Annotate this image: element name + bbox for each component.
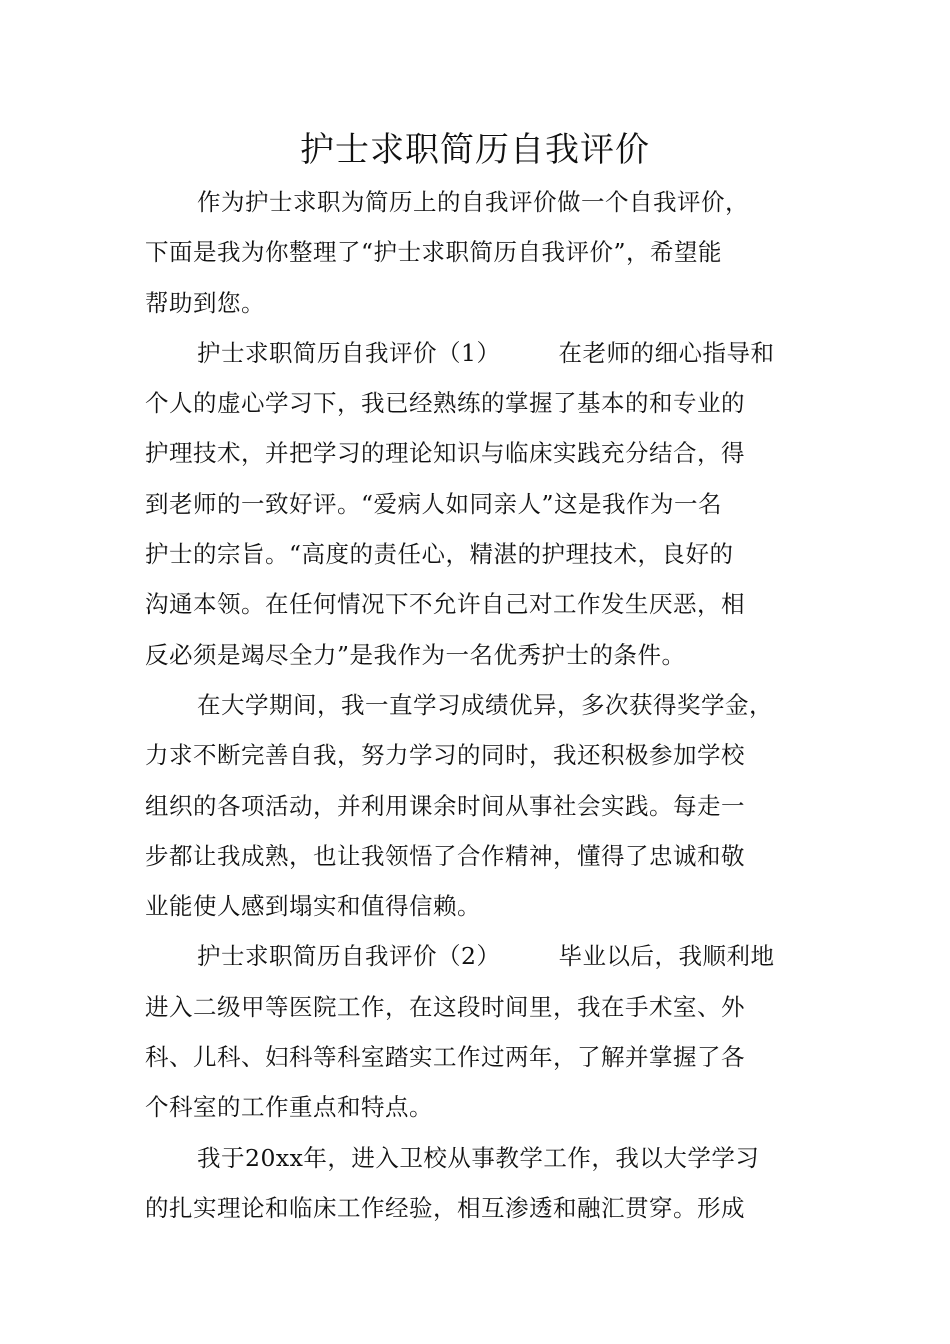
text-line-content: 在老师的细心指导和 <box>558 338 775 367</box>
text-line <box>145 579 817 629</box>
text-line-content: 个科室的工作重点和特点。 <box>145 1093 433 1122</box>
text-line-content: 业能使人感到塌实和值得信赖。 <box>145 892 481 921</box>
text-line-content: 反必须是竭尽全力”是我作为一名优秀护士的条件。 <box>145 640 686 669</box>
text-line <box>145 1183 817 1233</box>
text-line-content: 护士的宗旨。“高度的责任心，精湛的护理技术，良好的 <box>145 540 734 569</box>
text-line <box>145 227 817 277</box>
text-line <box>145 831 817 881</box>
text-line-content: 护理技术，并把学习的理论知识与临床实践充分结合，得 <box>145 439 745 468</box>
text-line-content: 下面是我为你整理了“护士求职简历自我评价”，希望能 <box>145 238 723 267</box>
text-line-content: 进入二级甲等医院工作，在这段时间里，我在手术室、外 <box>145 992 745 1021</box>
text-line-content: 力求不断完善自我，努力学习的同时，我还积极参加学校 <box>145 741 745 770</box>
document-title: 护士求职简历自我评价 <box>300 130 650 170</box>
text-line <box>145 680 817 730</box>
text-line <box>145 328 817 378</box>
text-line-content: 个人的虚心学习下，我已经熟练的掌握了基本的和专业的 <box>145 389 745 418</box>
text-line <box>145 730 817 780</box>
text-line-content: 作为护士求职为简历上的自我评价做一个自我评价， <box>197 188 749 216</box>
text-line-content: 的扎实理论和临床工作经验，相互渗透和融汇贯穿。形成 <box>145 1193 745 1222</box>
text-line <box>145 982 817 1032</box>
text-line <box>145 378 817 428</box>
text-line-content: 到老师的一致好评。“爱病人如同亲人”这是我作为一名 <box>145 489 723 518</box>
text-line <box>145 931 817 981</box>
section-heading-1: 护士求职简历自我评价（1） <box>197 338 501 367</box>
text-line <box>145 1032 817 1082</box>
text-line <box>145 1082 817 1132</box>
text-line <box>145 781 817 831</box>
text-line-content: 我于20xx年，进入卫校从事教学工作，我以大学学习 <box>197 1143 760 1172</box>
text-line <box>145 278 817 328</box>
text-line <box>145 479 817 529</box>
text-line-content: 步都让我成熟，也让我领悟了合作精神，懂得了忠诚和敬 <box>145 841 745 870</box>
section-heading-2: 护士求职简历自我评价（2） <box>197 942 501 971</box>
text-line <box>145 177 817 227</box>
text-line-content: 毕业以后，我顺利地 <box>558 942 775 971</box>
text-line-content: 在大学期间，我一直学习成绩优异，多次获得奖学金， <box>197 690 773 719</box>
text-line <box>145 630 817 680</box>
text-line <box>145 881 817 931</box>
text-line <box>145 1133 817 1183</box>
text-line-content: 帮助到您。 <box>145 288 265 317</box>
text-line-content: 沟通本领。在任何情况下不允许自己对工作发生厌恶，相 <box>145 590 745 619</box>
text-line-content: 组织的各项活动，并利用课余时间从事社会实践。每走一 <box>145 791 745 820</box>
text-line-content: 科、儿科、妇科等科室踏实工作过两年，了解并掌握了各 <box>145 1043 745 1072</box>
text-line <box>145 529 817 579</box>
document-body <box>145 177 817 1233</box>
text-line <box>145 428 817 478</box>
